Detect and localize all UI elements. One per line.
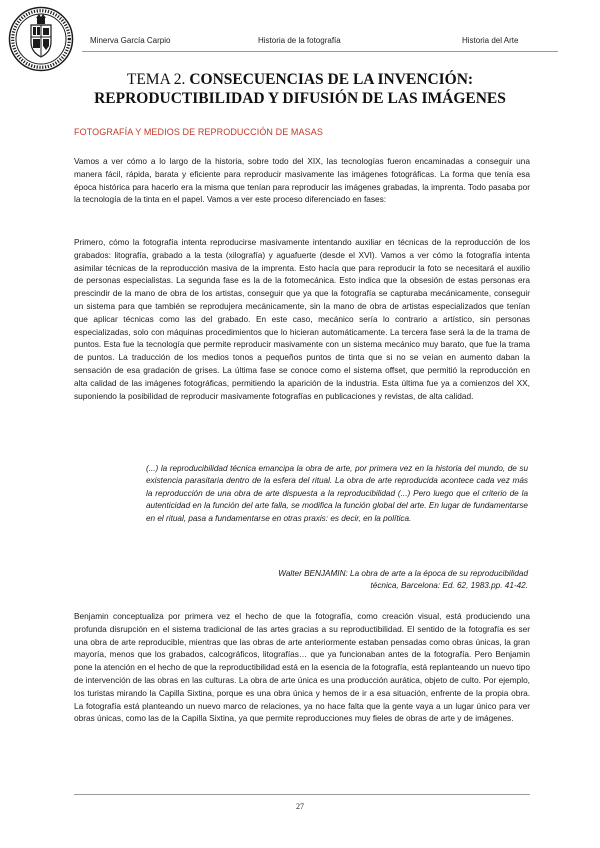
quote-citation xyxy=(200,568,528,593)
header-subject: Historia del Arte xyxy=(462,36,519,45)
citation-line-2: técnica, Barcelona: Ed. 62, 1983.pp. 41-42. xyxy=(370,581,528,591)
title-main: CONSECUENCIAS DE LA INVENCIÓN: xyxy=(189,71,474,88)
citation-line-1: Walter BENJAMIN: La obra de arte a la época de su reproducibilidad xyxy=(278,569,528,578)
footer-divider xyxy=(74,794,530,795)
header-course: Historia de la fotografía xyxy=(258,36,341,45)
title-line-2: REPRODUCTIBILIDAD Y DIFUSIÓN DE LAS IMÁGENES xyxy=(94,90,506,107)
university-seal-icon xyxy=(8,6,74,72)
page-title xyxy=(60,70,540,108)
title-line-1 xyxy=(60,70,540,89)
paragraph-intro: Vamos a ver cómo a lo largo de la historia, sobre todo del XIX, las tecnologías fueron encaminadas a conseguir una manera fácil, rápida, barata y eficiente para reproducir masivamente las imágenes fotográficas. La forma que tenía esa época histórica para hacerlo era la misma que tenían para reproducir las imágenes grabadas, la imprenta. Todo pasaba por la tecnología de la tinta en el papel. Vamos a ver este proceso diferenciado en fases: xyxy=(74,156,530,205)
header-author: Minerva García Carpio xyxy=(90,36,171,45)
paragraph-phases: Primero, cómo la fotografía intenta reproducirse masivamente intentando auxiliar en técnicas de la reproducción de los grabados: litografía, grabado a la testa (xilografía) y aguafuerte (desde el XVI). Vamos a ver cómo la fotografía intenta asimilar técnicas de la reproducción masiva de la imprenta. Esto hacía que para reproducir la foto se necesitará el auxilio de personas especialistas. La segunda fase es la de la fotomecánica. Esto indica que la obsesión de estas personas era prescindir de la mano de obra de los artistas, conseguir que ya que la fotografía se capturaba mecánicamente, conseguir un sistema para que también se reprodujera mecánicamente, sin la mano de obra de artistas especializados que tenían que aplicar técnicas como las del grabado. En este caso, mecánico sería lo contrario a artístico, sin personas especializadas, solo con máquinas procedimientos que lo hicieran automáticamente. La tercera fase será la de la trama de puntos. Esta fue la tecnología que permite reproducir masivamente con un sistema mecánico muy barato, que fue la trama de puntos. La traducción de los medios tonos a pequeños puntos de tinta que si no se veían en aumento daban la sensación de esa gradación de grises. La última fase se conoce como el sistema offset, que permitió la reproducción en alta calidad de las imágenes fotográficas, permitiendo la aparición de la industria. Esta última fue ya a comienzos del XX, suponiendo la posibilidad de reproducir masivamente fotografías en publicaciones y revistas, de alta calidad. xyxy=(74,237,530,401)
block-quote: (...) la reproducibilidad técnica emancipa la obra de arte, por primera vez en la historia del mundo, de su existencia parasitaria dentro de la esfera del ritual. La obra de arte reproducida acontece cada vez más la reproducción de una obra de arte dispuesta a la reproducibilidad (...) Pero luego que el criterio de la autenticidad en la función del arte falla, se modifica la función global del arte. En lugar de fundamentarse en el ritual, pasa a fundamentarse en otras praxis: es decir, en la política. xyxy=(146,464,528,523)
paragraph-benjamin: Benjamin conceptualiza por primera vez el hecho de que la fotografía, como creación visual, está produciendo una profunda disrupción en el sistema tradicional de las artes gracias a su reproductibilidad. El sentido de la fotografía es ser una obra de arte reproducible, mientras que las obras de arte anteriormente estaban pensadas como obras únicas, la gran mayoría, menos que los grabados, calcográficos, litografías… que ya funcionaban antes de la fotografía. Pero Benjamin pone la atención en el hecho de que la reproductibilidad está en la esencia de la fotografía, está replanteando un nuevo tipo de intervención de las obras en las culturas. La obra de arte única es una producción aurática, objeto de culto. Por ejemplo, los turistas mirando la Capilla Sixtina, porque es una obra única y hemos de ir a esa situación, enfrente de la propia obra. La fotografía está planteando un nuevo marco de relaciones, ya no hace falta que la gente vaya a un lugar único para ver obras únicas, como las de la Capilla Sixtina, ya que permite reproducciones muy fieles de obras de arte y de imágenes. xyxy=(74,611,530,724)
page-number: 27 xyxy=(296,802,304,811)
section-heading: FOTOGRAFÍA Y MEDIOS DE REPRODUCCIÓN DE MASAS xyxy=(74,127,323,137)
header-divider xyxy=(82,51,558,52)
title-prefix: TEMA 2. xyxy=(126,71,186,88)
